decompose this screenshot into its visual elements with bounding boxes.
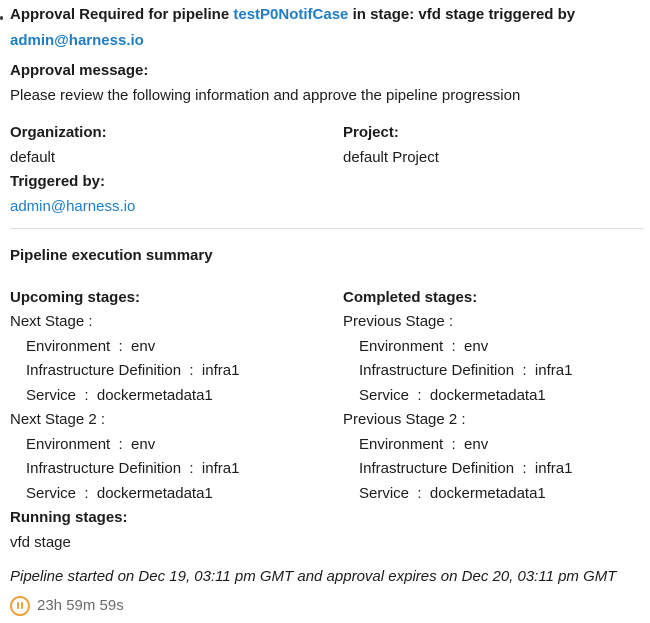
previous-stage-2-service: Service : dockermetadata1: [359, 484, 546, 502]
organization-field: [10, 121, 343, 170]
organization-label: Organization:: [10, 124, 107, 141]
next-stage-service: Service : dockermetadata1: [26, 386, 213, 404]
triggered-by-user-link[interactable]: admin@harness.io: [10, 32, 144, 49]
organization-value: default: [10, 148, 56, 166]
previous-stage-2-label: Previous Stage 2 :: [343, 411, 466, 428]
previous-stage-2-environment: Environment : env: [359, 435, 489, 453]
previous-stage-label: Previous Stage :: [343, 313, 454, 330]
next-stage-environment: Environment : env: [26, 337, 156, 355]
pipeline-link[interactable]: testP0NotifCase: [233, 6, 349, 23]
next-stage-label: Next Stage :: [10, 313, 93, 330]
next-stage-2-infrastructure: Infrastructure Definition : infra1: [26, 460, 240, 477]
pipeline-timing-context: Pipeline started on Dec 19, 03:11 pm GMT and approval expires on Dec 20, 03:11 pm GMT: [10, 568, 617, 585]
stray-text-artifact: [0, 16, 3, 20]
triggered-by-value-link[interactable]: admin@harness.io: [10, 197, 136, 215]
approval-expiry-timer: [10, 596, 644, 616]
upcoming-stages-label: Upcoming stages:: [10, 288, 141, 306]
running-stages-label: Running stages:: [10, 509, 128, 526]
title-text-prefix: Approval Required for pipeline: [10, 6, 234, 23]
empty-field: [343, 170, 644, 219]
next-stage-2-service: Service : dockermetadata1: [26, 484, 213, 502]
next-stage-infrastructure: Infrastructure Definition : infra1: [26, 362, 240, 379]
section-divider: [10, 228, 644, 229]
message-title: [10, 2, 644, 54]
project-field: [343, 121, 644, 170]
approval-message-block: [10, 59, 644, 108]
completed-stages-label: Completed stages:: [343, 288, 478, 306]
title-text-middle: in stage: vfd stage triggered by: [348, 6, 580, 23]
triggered-by-label: Triggered by:: [10, 173, 106, 190]
details-fields: [10, 121, 644, 219]
next-stage-2-label: Next Stage 2 :: [10, 411, 106, 428]
completed-stages-column: [343, 286, 644, 507]
project-label: Project:: [343, 124, 399, 141]
next-stage-2-environment: Environment : env: [26, 435, 156, 453]
triggered-by-field: [10, 170, 343, 219]
previous-stage-service: Service : dockermetadata1: [359, 386, 546, 404]
approval-message-body: Please review the following information and approve the pipeline progression: [10, 86, 521, 104]
approval-message-label: Approval message:: [10, 62, 149, 79]
previous-stage-2-infrastructure: Infrastructure Definition : infra1: [359, 460, 573, 477]
previous-stage-infrastructure: Infrastructure Definition : infra1: [359, 362, 573, 379]
previous-stage-environment: Environment : env: [359, 337, 489, 355]
pause-icon: [10, 596, 30, 616]
summary-heading: Pipeline execution summary: [10, 247, 213, 264]
summary-grid: [10, 286, 644, 556]
upcoming-stages-column: [10, 286, 343, 556]
running-stage-value: vfd stage: [10, 533, 71, 551]
project-value: default Project: [343, 148, 439, 166]
timer-countdown-text: 23h 59m 59s: [37, 597, 124, 614]
